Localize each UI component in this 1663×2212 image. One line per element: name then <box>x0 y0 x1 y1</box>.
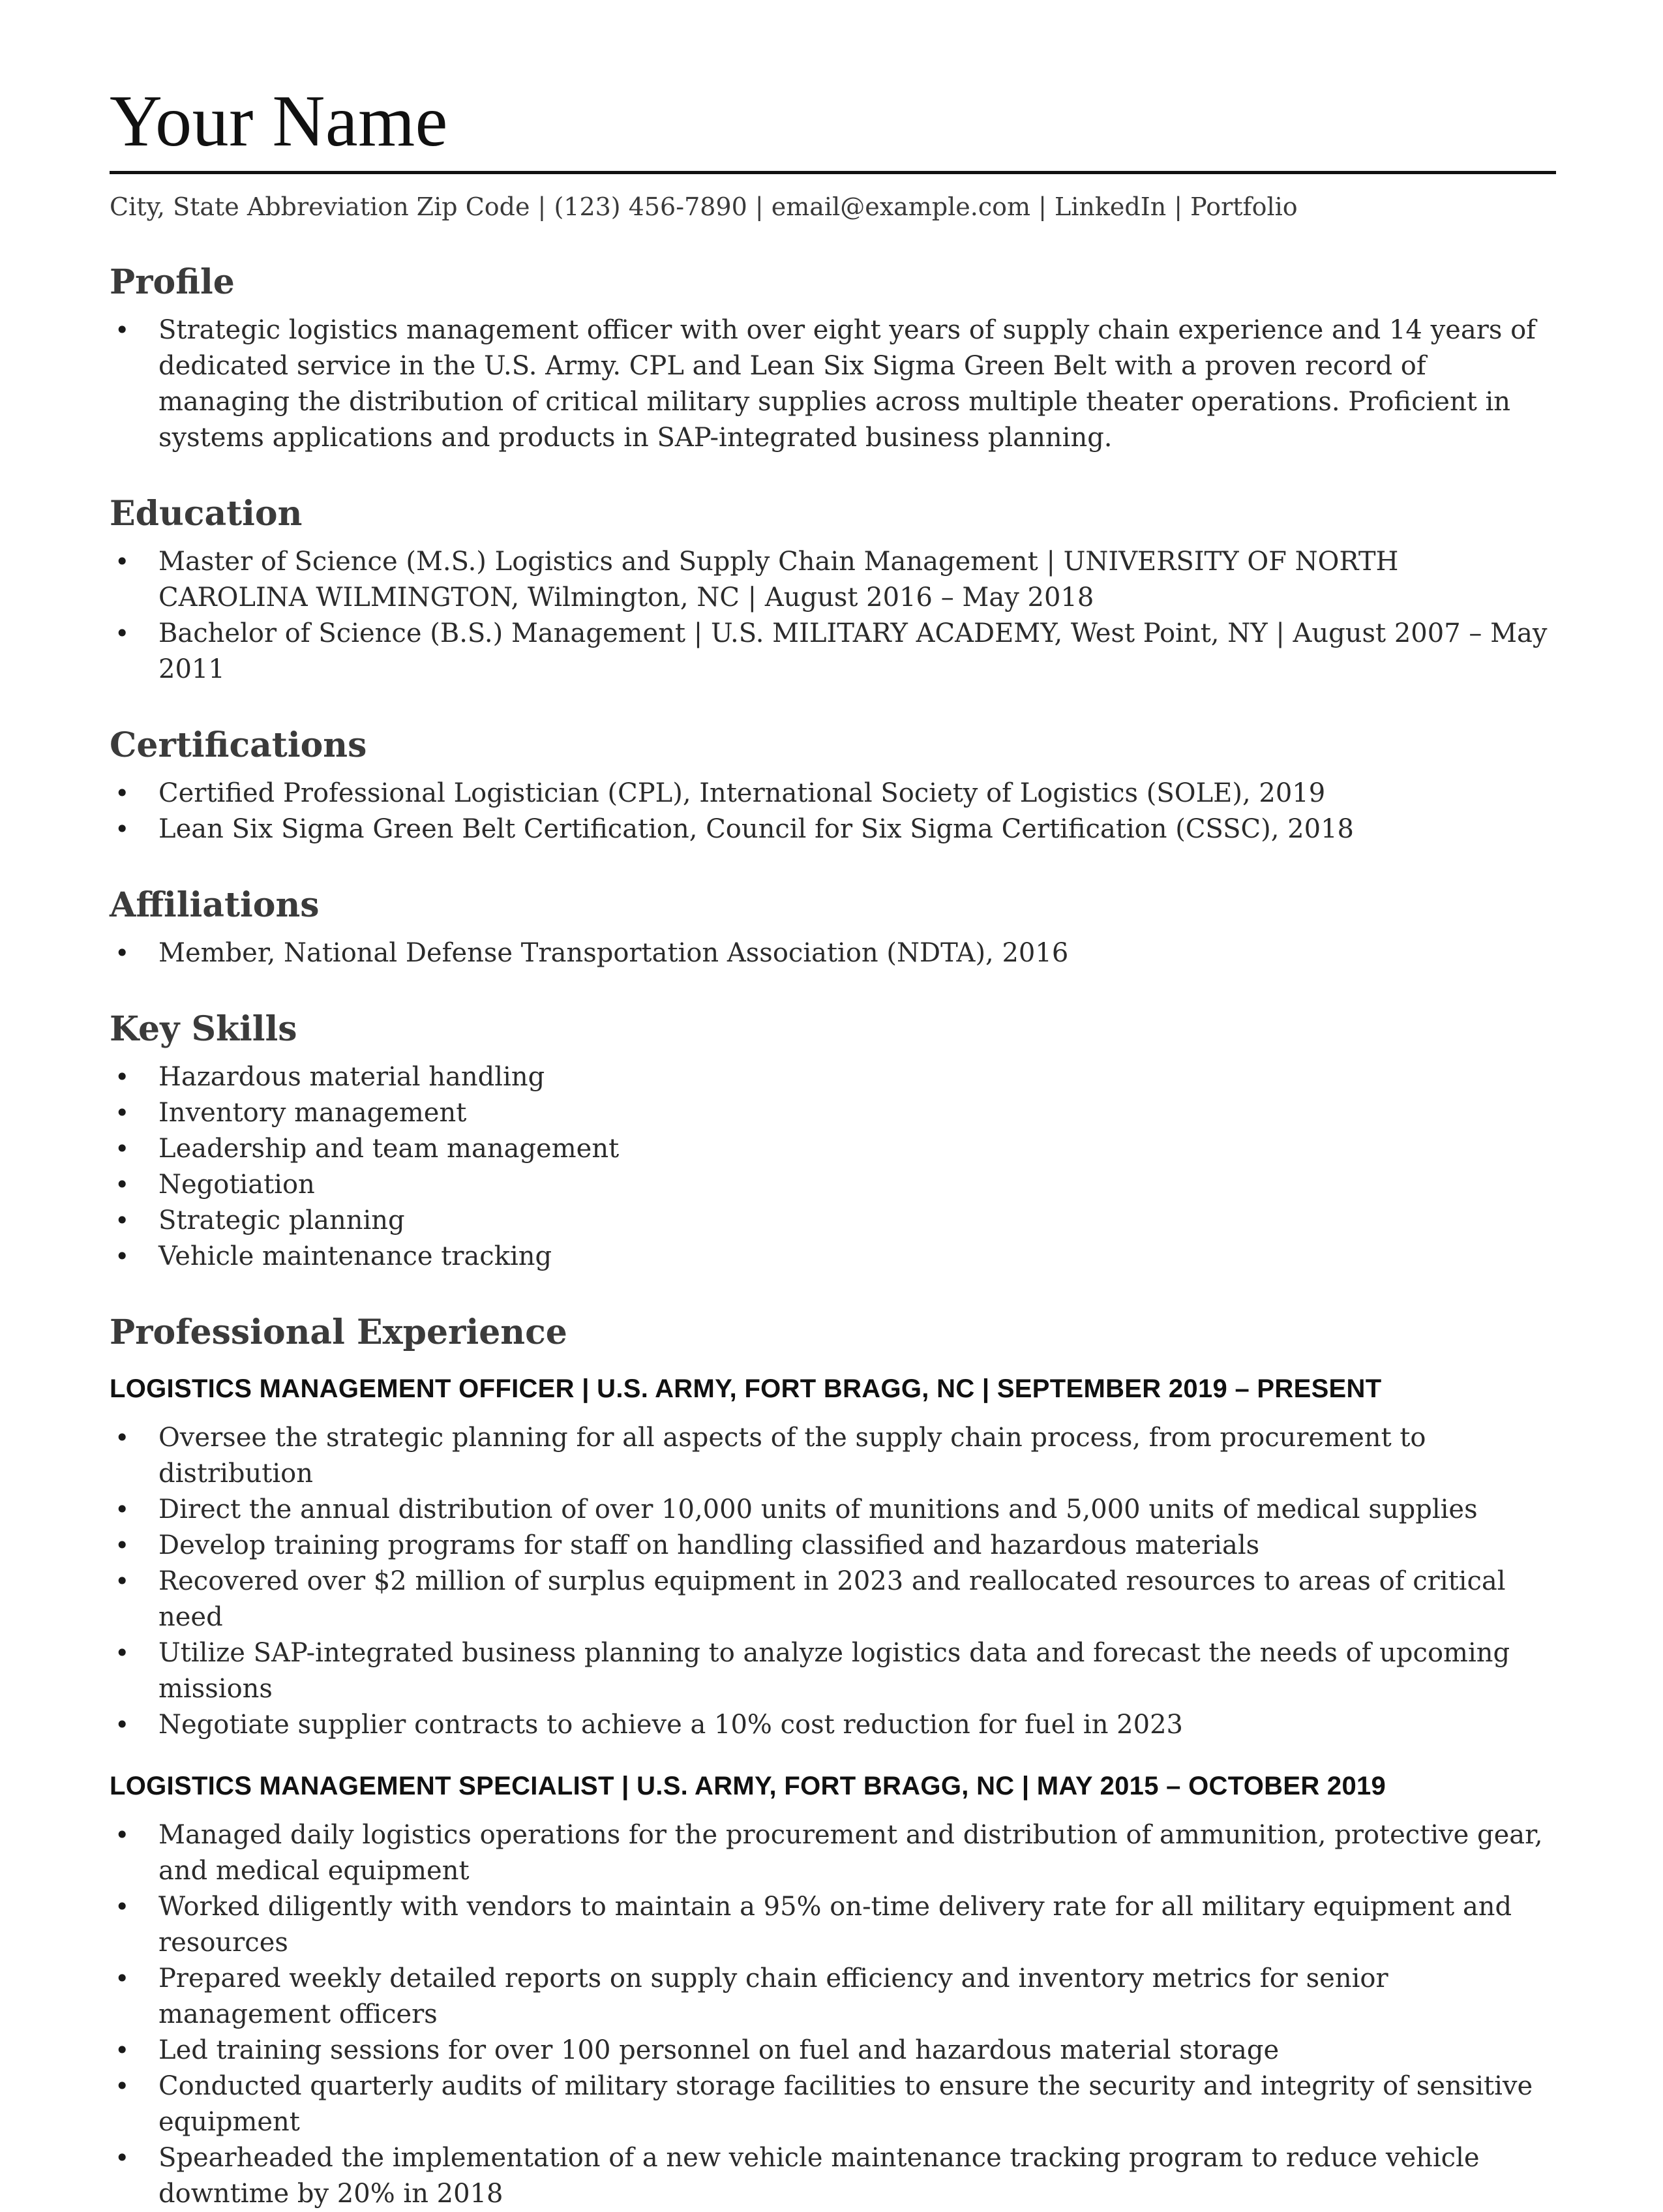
section-title-certifications: Certifications <box>110 725 367 766</box>
experience-section <box>110 1311 1553 2212</box>
list-item: • Leadership and team management <box>110 1131 1553 1167</box>
list-item: • Led training sessions for over 100 personnel on fuel and hazardous material storage <box>110 2033 1553 2068</box>
job-entry <box>110 1769 1553 2212</box>
list-item: • Certified Professional Logistician (CPL), International Society of Logistics (SOLE), 2019 <box>110 776 1553 811</box>
job-heading: LOGISTICS MANAGEMENT OFFICER | U.S. ARMY, FORT BRAGG, NC | SEPTEMBER 2019 – PRESENT <box>110 1374 1382 1404</box>
list-item: • Inventory management <box>110 1095 1553 1131</box>
section-title-professional-experience: Professional Experience <box>110 1312 567 1353</box>
education-list <box>110 544 1553 688</box>
list-item: • Worked diligently with vendors to maintain a 95% on-time delivery rate for all military equipment and resources <box>110 1889 1553 1961</box>
list-item: • Master of Science (M.S.) Logistics and Supply Chain Management | UNIVERSITY OF NORTH CAROLINA WILMINGTON, Wilmington, NC | August 2016 – May 2018 <box>110 544 1553 616</box>
list-item: • Spearheaded the implementation of a new vehicle maintenance tracking program to reduce vehicle downtime by 20% in 2018 <box>110 2140 1553 2212</box>
list-item: • Negotiation <box>110 1167 1553 1203</box>
job-duties-list <box>110 1420 1553 1743</box>
header-divider <box>110 171 1556 174</box>
contact-line: City, State Abbreviation Zip Code | (123) 456-7890 | email@example.com | LinkedIn | Portfolio <box>110 192 1298 221</box>
list-item: • Conducted quarterly audits of military storage facilities to ensure the security and integrity of sensitive equipment <box>110 2068 1553 2140</box>
job-entry <box>110 1372 1553 1743</box>
list-item: • Develop training programs for staff on handling classified and hazardous materials <box>110 1528 1553 1564</box>
list-item: • Direct the annual distribution of over 10,000 units of munitions and 5,000 units of medical supplies <box>110 1492 1553 1528</box>
list-item: • Vehicle maintenance tracking <box>110 1239 1553 1275</box>
certifications-list <box>110 776 1553 847</box>
certifications-section <box>110 724 1553 847</box>
list-item: • Bachelor of Science (B.S.) Management | U.S. MILITARY ACADEMY, West Point, NY | August 2007 – May 2011 <box>110 616 1553 688</box>
section-title-profile: Profile <box>110 262 235 303</box>
list-item: • Recovered over $2 million of surplus equipment in 2023 and reallocated resources to areas of critical need <box>110 1564 1553 1635</box>
list-item: • Managed daily logistics operations for the procurement and distribution of ammunition, protective gear, and medical equipment <box>110 1817 1553 1889</box>
list-item: • Lean Six Sigma Green Belt Certification, Council for Six Sigma Certification (CSSC), 2018 <box>110 811 1553 847</box>
profile-section <box>110 261 1553 456</box>
list-item: • Oversee the strategic planning for all aspects of the supply chain process, from procurement to distribution <box>110 1420 1553 1492</box>
candidate-name: Your Name <box>110 81 448 162</box>
job-heading: LOGISTICS MANAGEMENT SPECIALIST | U.S. ARMY, FORT BRAGG, NC | MAY 2015 – OCTOBER 2019 <box>110 1772 1386 1801</box>
affiliations-list <box>110 935 1553 971</box>
section-title-affiliations: Affiliations <box>110 885 320 926</box>
job-duties-list <box>110 1817 1553 2212</box>
list-item: • Strategic logistics management officer with over eight years of supply chain experience and 14 years of dedicated service in the U.S. Army. CPL and Lean Six Sigma Green Belt with a proven record of managing the distribution of critical military supplies across multiple theater operations. Proficient in systems applications and products in SAP-integrated business planning. <box>110 312 1553 456</box>
list-item: • Member, National Defense Transportation Association (NDTA), 2016 <box>110 935 1553 971</box>
profile-list <box>110 312 1553 456</box>
skills-section <box>110 1008 1553 1275</box>
education-section <box>110 492 1553 688</box>
list-item: • Strategic planning <box>110 1203 1553 1239</box>
section-title-key-skills: Key Skills <box>110 1009 297 1050</box>
list-item: • Negotiate supplier contracts to achieve a 10% cost reduction for fuel in 2023 <box>110 1707 1553 1743</box>
list-item: • Prepared weekly detailed reports on supply chain efficiency and inventory metrics for senior management officers <box>110 1961 1553 2033</box>
section-title-education: Education <box>110 494 303 534</box>
affiliations-section <box>110 884 1553 971</box>
skills-list <box>110 1059 1553 1275</box>
list-item: • Hazardous material handling <box>110 1059 1553 1095</box>
list-item: • Utilize SAP-integrated business planning to analyze logistics data and forecast the needs of upcoming missions <box>110 1635 1553 1707</box>
